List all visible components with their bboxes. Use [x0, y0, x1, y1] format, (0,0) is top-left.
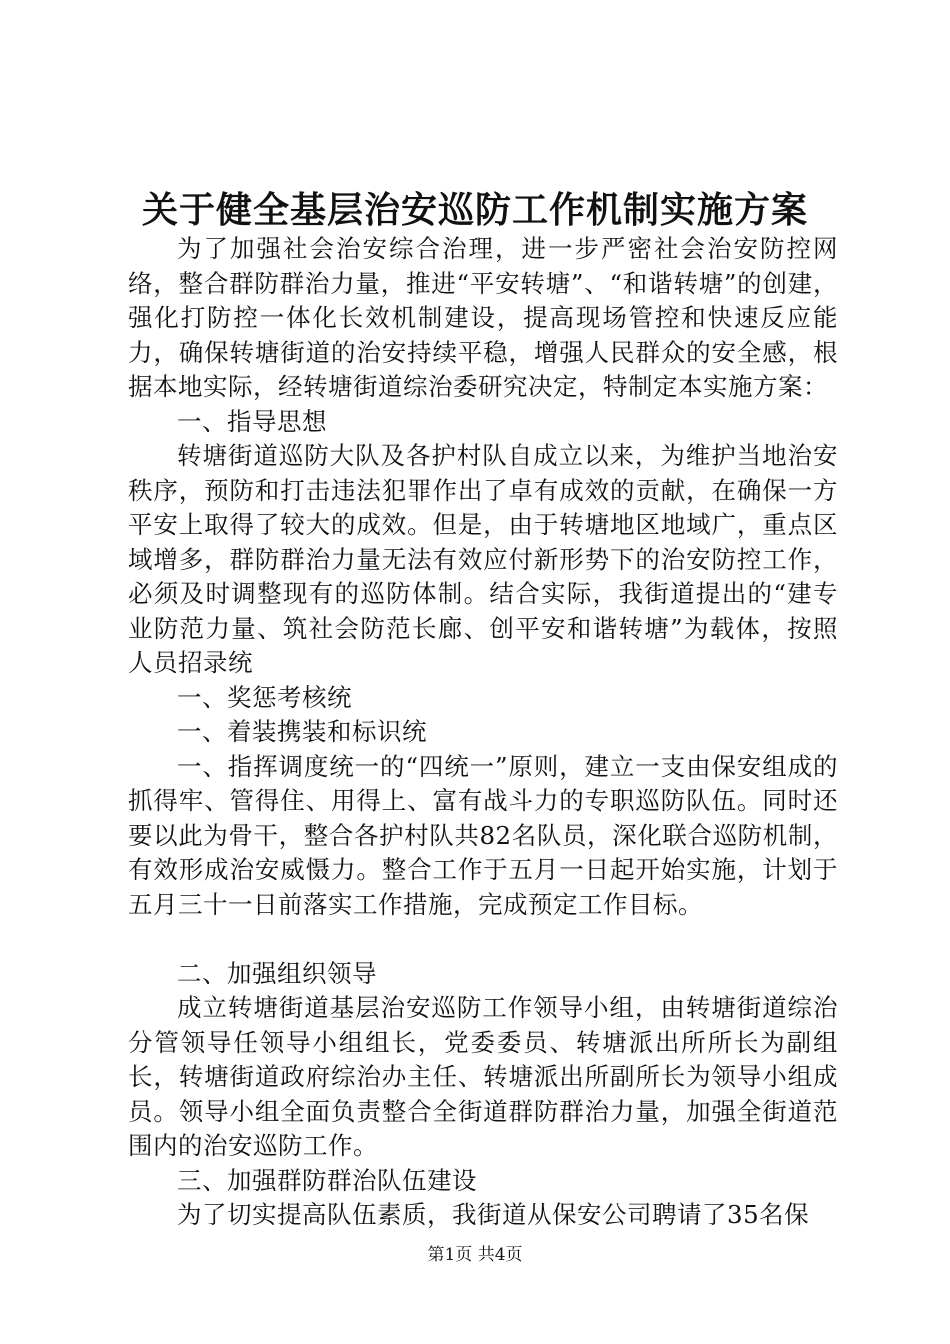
blank-line [128, 922, 838, 957]
paragraph-team-building: 为了切实提高队伍素质，我街道从保安公司聘请了35名保 [177, 1200, 810, 1229]
line-uniform-identification: 一、着装携装和标识统 [177, 717, 427, 746]
document-body [128, 232, 838, 1233]
page-number-footer: 第1页 共4页 [427, 1245, 523, 1265]
document-title: 关于健全基层治安巡防工作机制实施方案 [141, 189, 808, 231]
heading-team-building: 三、加强群防群治队伍建设 [177, 1165, 477, 1195]
line-rewards-assessment: 一、奖惩考核统 [177, 682, 352, 712]
paragraph-organization-leadership: 成立转塘街道基层治安巡防工作领导小组，由转塘街道综治分管领导任领导小组组长，党委委员、转塘派出所所长为副组长，转塘街道政府综治办主任、转塘派出所副所长为领导小组成员。领导小组全面负责整合全街道群防群治力量，加强全街道范围内的治安巡防工作。 [128, 993, 838, 1160]
heading-organization-leadership: 二、加强组织领导 [177, 958, 377, 988]
paragraph-guiding-ideology: 转塘街道巡防大队及各护村队自成立以来，为维护当地治安秩序，预防和打击违法犯罪作出了卓有成效的贡献，在确保一方平安上取得了较大的成效。但是，由于转塘地区地域广，重点区域增多，群防群治力量无法有效应付新形势下的治安防控工作，必须及时调整现有的巡防体制。结合实际，我街道提出的“建专业防范力量、筑社会防范长廊、创平安和谐转塘”为载体，按照人员招录统 [128, 441, 838, 677]
heading-guiding-ideology: 一、指导思想 [177, 406, 327, 436]
paragraph-command-dispatch: 一、指挥调度统一的“四统一”原则，建立一支由保安组成的抓得牢、管得住、用得上、富有战斗力的专职巡防队伍。同时还要以此为骨干，整合各护村队共82名队员，深化联合巡防机制，有效形成治安威慑力。整合工作于五月一日起开始实施，计划于五月三十一日前落实工作措施，完成预定工作目标。 [128, 751, 838, 919]
paragraph-intro: 为了加强社会治安综合治理，进一步严密社会治安防控网络，整合群防群治力量，推进“平安转塘”、“和谐转塘”的创建，强化打防控一体化长效机制建设，提高现场管控和快速反应能力，确保转塘街道的治安持续平稳，增强人民群众的安全感，根据本地实际，经转塘街道综治委研究决定，特制定本实施方案： [128, 234, 838, 401]
